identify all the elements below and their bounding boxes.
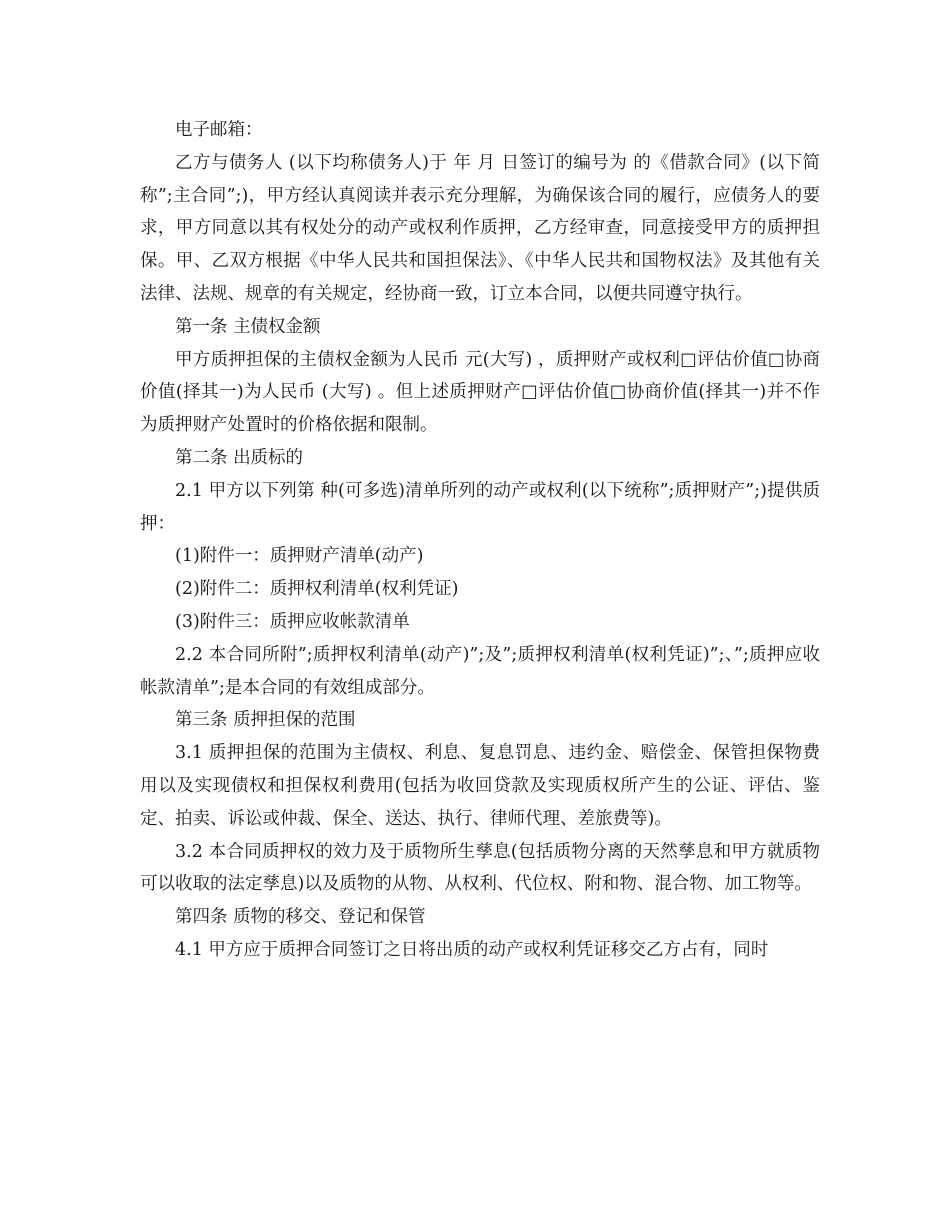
paragraph-2-1: 2.1 甲方以下列第 种(可多选)清单所列的动产或权利(以下统称”;质押财产”;)提供质押：: [140, 480, 820, 534]
paragraph-article-1: 甲方质押担保的主债权金额为人民币 元(大写) ，质押财产或权利□评估价值□协商价值(择其一)为人民币 (大写) 。但上述质押财产□评估价值□协商价值(择其一)并不作为质押财产处置时的价格依据和限制。: [140, 349, 820, 436]
paragraph-4-1: 4.1 甲方应于质押合同签订之日将出质的动产或权利凭证移交乙方占有，同时: [175, 939, 769, 960]
list-item-attachment-1: (1)附件一：质押财产清单(动产): [175, 546, 424, 567]
list-item-attachment-2: (2)附件二：质押权利清单(权利凭证): [175, 579, 459, 600]
heading-article-3: 第三条 质押担保的范围: [175, 710, 356, 731]
heading-article-4: 第四条 质物的移交、登记和保管: [175, 907, 426, 928]
paragraph-3-1: 3.1 质押担保的范围为主债权、利息、复息罚息、违约金、赔偿金、保管担保物费用以及实现债权和担保权利费用(包括为收回贷款及实现质权所产生的公证、评估、鉴定、拍卖、诉讼或仲裁、保全、送达、执行、律师代理、差旅费等)。: [140, 743, 820, 829]
paragraph-email: 电子邮箱：: [175, 120, 263, 140]
paragraph-3-2: 3.2 本合同质押权的效力及于质物所生孳息(包括质物分离的天然孳息和甲方就质物可以收取的法定孳息)以及质物的从物、从权利、代位权、附和物、混合物、加工物等。: [140, 841, 820, 895]
paragraph-2-2: 2.2 本合同所附”;质押权利清单(动产)”;及”;质押权利清单(权利凭证)”;、”;质押应收帐款清单”;是本合同的有效组成部分。: [140, 644, 820, 698]
heading-article-2: 第二条 出质标的: [175, 447, 304, 468]
heading-article-1: 第一条 主债权金额: [175, 316, 321, 337]
list-item-attachment-3: (3)附件三：质押应收帐款清单: [175, 611, 410, 632]
paragraph-preamble: 乙方与债务人 (以下均称债务人)于 年 月 日签订的编号为 的《借款合同》(以下简称”;主合同”;)，甲方经认真阅读并表示充分理解，为确保该合同的履行，应债务人的要求，甲方同意以其有权处分的动产或权利作质押，乙方经审查，同意接受甲方的质押担保。甲、乙双方根据《中华人民共和国担保法》、《中华人民共和国物权法》及其他有关法律、法规、规章的有关规定，经协商一致，订立本合同，以便共同遵守执行。: [140, 152, 820, 304]
document-body: [140, 114, 820, 967]
